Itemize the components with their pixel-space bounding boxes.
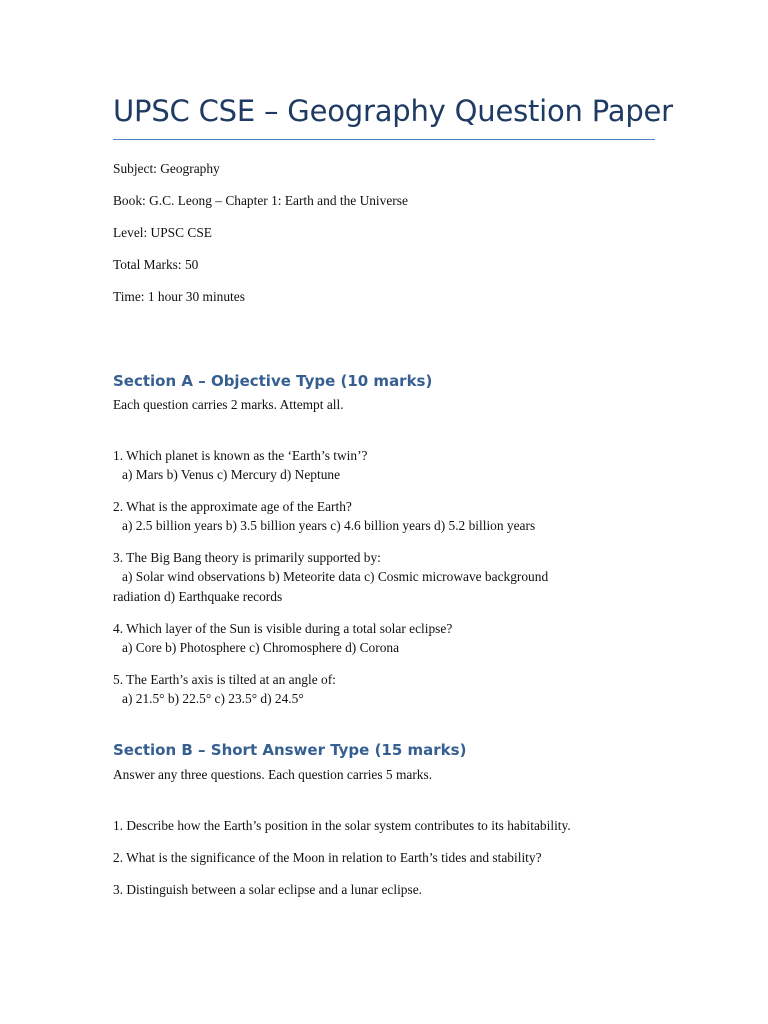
time-line: Time: 1 hour 30 minutes	[113, 289, 245, 304]
question-b3: 3. Distinguish between a solar eclipse and a lunar eclipse.	[113, 882, 423, 897]
total-marks-line: Total Marks: 50	[113, 257, 199, 272]
question-a1-options: a) Mars b) Venus c) Mercury d) Neptune	[122, 467, 341, 482]
question-a3: 3. The Big Bang theory is primarily supported by:	[113, 550, 381, 565]
question-b2: 2. What is the significance of the Moon in relation to Earth’s tides and stability?	[113, 850, 542, 865]
question-a2-options: a) 2.5 billion years b) 3.5 billion years c) 4.6 billion years d) 5.2 billion years	[122, 518, 536, 533]
section-b-instructions: Answer any three questions. Each question carries 5 marks.	[113, 767, 433, 782]
page-title: UPSC CSE – Geography Question Paper	[113, 94, 673, 128]
section-a-instructions: Each question carries 2 marks. Attempt all.	[113, 397, 344, 412]
subject-line: Subject: Geography	[113, 161, 220, 176]
question-a3-options: a) Solar wind observations b) Meteorite data c) Cosmic microwave background	[122, 569, 549, 584]
section-a-heading: Section A – Objective Type (10 marks)	[113, 372, 433, 390]
section-b-heading: Section B – Short Answer Type (15 marks)	[113, 741, 467, 759]
question-a2: 2. What is the approximate age of the Earth?	[113, 499, 352, 514]
title-underline	[113, 139, 655, 140]
question-b1: 1. Describe how the Earth’s position in the solar system contributes to its habitability.	[113, 818, 571, 833]
level-line: Level: UPSC CSE	[113, 225, 212, 240]
question-a4: 4. Which layer of the Sun is visible during a total solar eclipse?	[113, 621, 453, 636]
question-a4-options: a) Core b) Photosphere c) Chromosphere d) Corona	[122, 640, 400, 655]
question-a1: 1. Which planet is known as the ‘Earth’s twin’?	[113, 448, 368, 463]
book-line: Book: G.C. Leong – Chapter 1: Earth and the Universe	[113, 193, 408, 208]
question-a5: 5. The Earth’s axis is tilted at an angle of:	[113, 672, 336, 687]
question-a3-options-continued: radiation d) Earthquake records	[113, 589, 283, 604]
question-a5-options: a) 21.5° b) 22.5° c) 23.5° d) 24.5°	[122, 691, 304, 706]
